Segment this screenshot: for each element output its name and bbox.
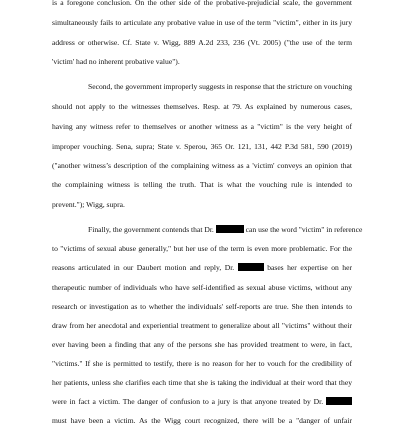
text-segment: can use the word "victim" in reference [243, 225, 363, 234]
text-line [52, 263, 352, 273]
text-segment: Finally, the government contends that Dr. [88, 225, 216, 234]
text-line [52, 397, 352, 407]
text-segment: were in fact a victim. The danger of confusion to a jury is that anyone treated by Dr. [52, 397, 326, 406]
text-line: the complaining witness is telling the truth. That is what the vouching rule is intended to [52, 180, 352, 189]
redaction-box [216, 225, 244, 233]
text-line: 'victim' had no inherent probative value"). [52, 57, 180, 66]
text-segment: bases her expertise on her [263, 263, 352, 272]
text-line: should not apply to the witnesses themselves. Resp. at 79. As explained by numerous cases, [52, 102, 352, 111]
text-line: draw from her anecdotal and experiential treatment to generalize about all "victims" without their [52, 321, 352, 330]
text-segment: reasons articulated in our Daubert motion and reply, Dr. [52, 263, 238, 272]
text-line [88, 225, 363, 235]
text-line: Second, the government improperly suggests in response that the stricture on vouching [88, 82, 353, 91]
text-line: prevent."); Wigg, supra. [52, 200, 125, 209]
text-line: address or otherwise. Cf. State v. Wigg, 889 A.2d 233, 236 (Vt. 2005) ("the use of the term [52, 38, 352, 47]
text-line: "victims." If she is permitted to testify, there is no reason for her to vouch for the credibility of [52, 359, 352, 368]
text-line: therapeutic number of individuals who have self-identified as sexual abuse victims, without any [52, 283, 352, 292]
text-line: is a foregone conclusion. On the other side of the probative-prejudicial scale, the government [52, 0, 352, 7]
text-line: ("another witness’s description of the complaining witness as a 'victim' conveys an opinion that [52, 161, 352, 170]
text-line: improper vouching. Sena, supra; State v. Sperou, 365 Or. 121, 131, 442 P.3d 581, 590 (2019) [52, 142, 352, 151]
text-line: ever having been a finding that any of the persons she has provided treatment to were, in fact, [52, 340, 352, 349]
text-line: having any witness refer to themselves or another witness as a "victim" is the very height of [52, 122, 352, 131]
text-line: must have been a victim. As the Wigg court recognized, there will be a "danger of unfair [52, 416, 352, 425]
text-line: to "victims of sexual abuse generally," but her use of the term is even more problematic. For the [52, 244, 352, 253]
redaction-box [326, 397, 352, 405]
redaction-box [238, 263, 264, 271]
text-line: simultaneously fails to articulate any probative value in use of the term "victim", either in its jury [52, 18, 352, 27]
text-line: her patients, unless she clarifies each time that she is taking the individual at their word that they [52, 378, 352, 387]
text-line: research or investigation as to whether the individuals' self-reports are true. She then intends to [52, 302, 352, 311]
